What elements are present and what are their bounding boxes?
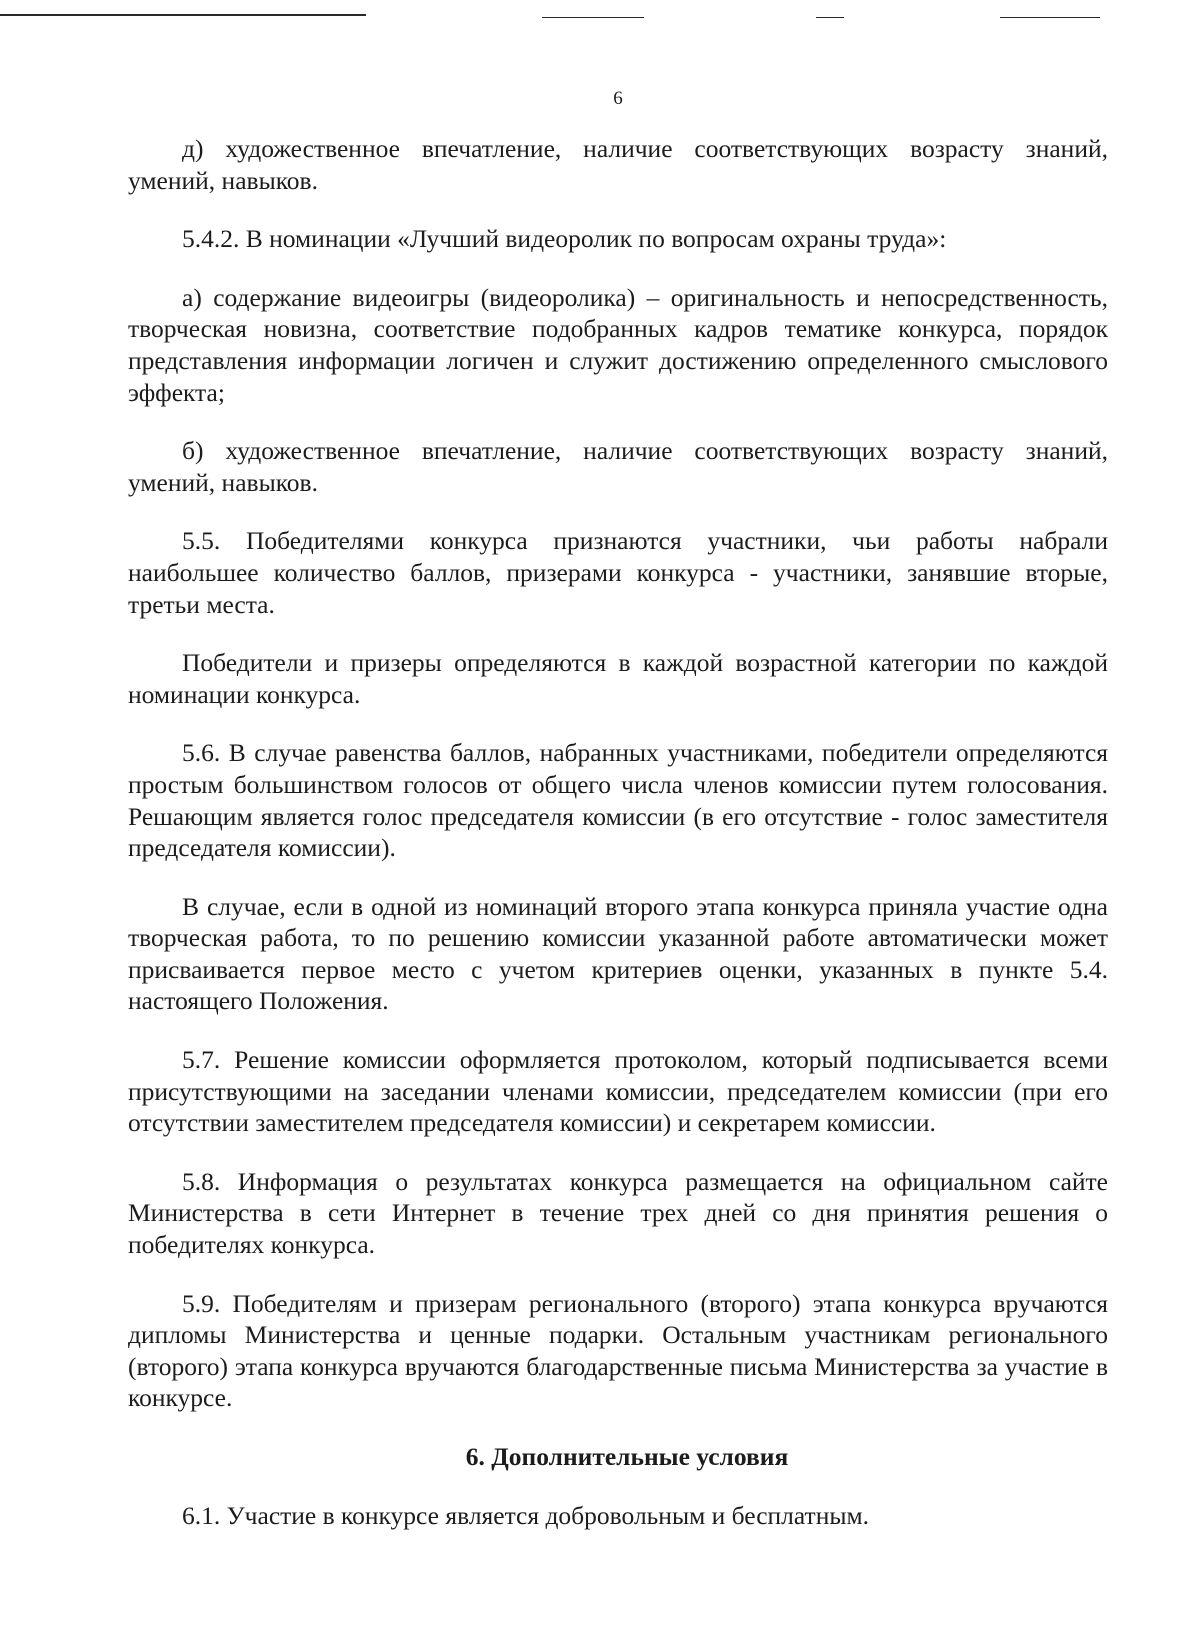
scan-edge-line-4	[1000, 17, 1100, 18]
section-heading: 6. Дополнительные условия	[465, 1442, 789, 1471]
paragraph: В случае, если в одной из номинаций второго этапа конкурса приняла участие одна творческая работа, то по решению комиссии указанной работе автоматически может присваивается первое место с учетом критериев оценки, указанных в пункте 5.4. настоящего Положения.	[128, 891, 1108, 1016]
paragraph: 5.4.2. В номинации «Лучший видеоролик по вопросам охраны труда»:	[182, 224, 947, 254]
paragraph: 5.8. Информация о результатах конкурса размещается на официальном сайте Министерства в сети Интернет в течение трех дней со дня принятия решения о победителях конкурса.	[128, 1166, 1108, 1260]
paragraph: 5.9. Победителям и призерам регионального (второго) этапа конкурса вручаются дипломы Министерства и ценные подарки. Остальным участникам регионального (второго) этапа конкурса вручаются благодарственные письма Министерства за участие в конкурсе.	[128, 1288, 1108, 1413]
paragraph: Победители и призеры определяются в каждой возрастной категории по каждой номинации конкурса.	[128, 648, 1108, 709]
scan-edge-line-1	[0, 14, 366, 16]
scan-edge-line-3	[816, 17, 844, 18]
paragraph: б) художественное впечатление, наличие соответствующих возрасту знаний, умений, навыков.	[128, 436, 1108, 497]
paragraph: 6.1. Участие в конкурсе является добровольным и бесплатным.	[182, 1500, 869, 1530]
paragraph: д) художественное впечатление, наличие соответствующих возрасту знаний, умений, навыков.	[128, 134, 1108, 195]
document-body	[128, 133, 1108, 1558]
paragraph: 5.7. Решение комиссии оформляется протоколом, который подписывается всеми присутствующими на заседании членами комиссии, председателем комиссии (при его отсутствии заместителем председателя комиссии) и секретарем комиссии.	[128, 1045, 1108, 1138]
scan-edge-line-2	[542, 17, 644, 18]
paragraph: 5.5. Победителями конкурса признаются участники, чьи работы набрали наибольшее количество баллов, призерами конкурса - участники, занявшие вторые, третьи места.	[128, 526, 1108, 619]
paragraph: а) содержание видеоигры (видеоролика) – оригинальность и непосредственность, творческая новизна, соответствие подобранных кадров тематике конкурса, порядок представления информации логичен и служит достижению определенного смыслового эффекта;	[128, 282, 1108, 407]
paragraph: 5.6. В случае равенства баллов, набранных участниками, победители определяются простым большинством голосов от общего числа членов комиссии путем голосования. Решающим является голос председателя комиссии (в его отсутствие - голос заместителя председателя комиссии).	[128, 738, 1108, 863]
page-number: 6	[613, 88, 623, 109]
